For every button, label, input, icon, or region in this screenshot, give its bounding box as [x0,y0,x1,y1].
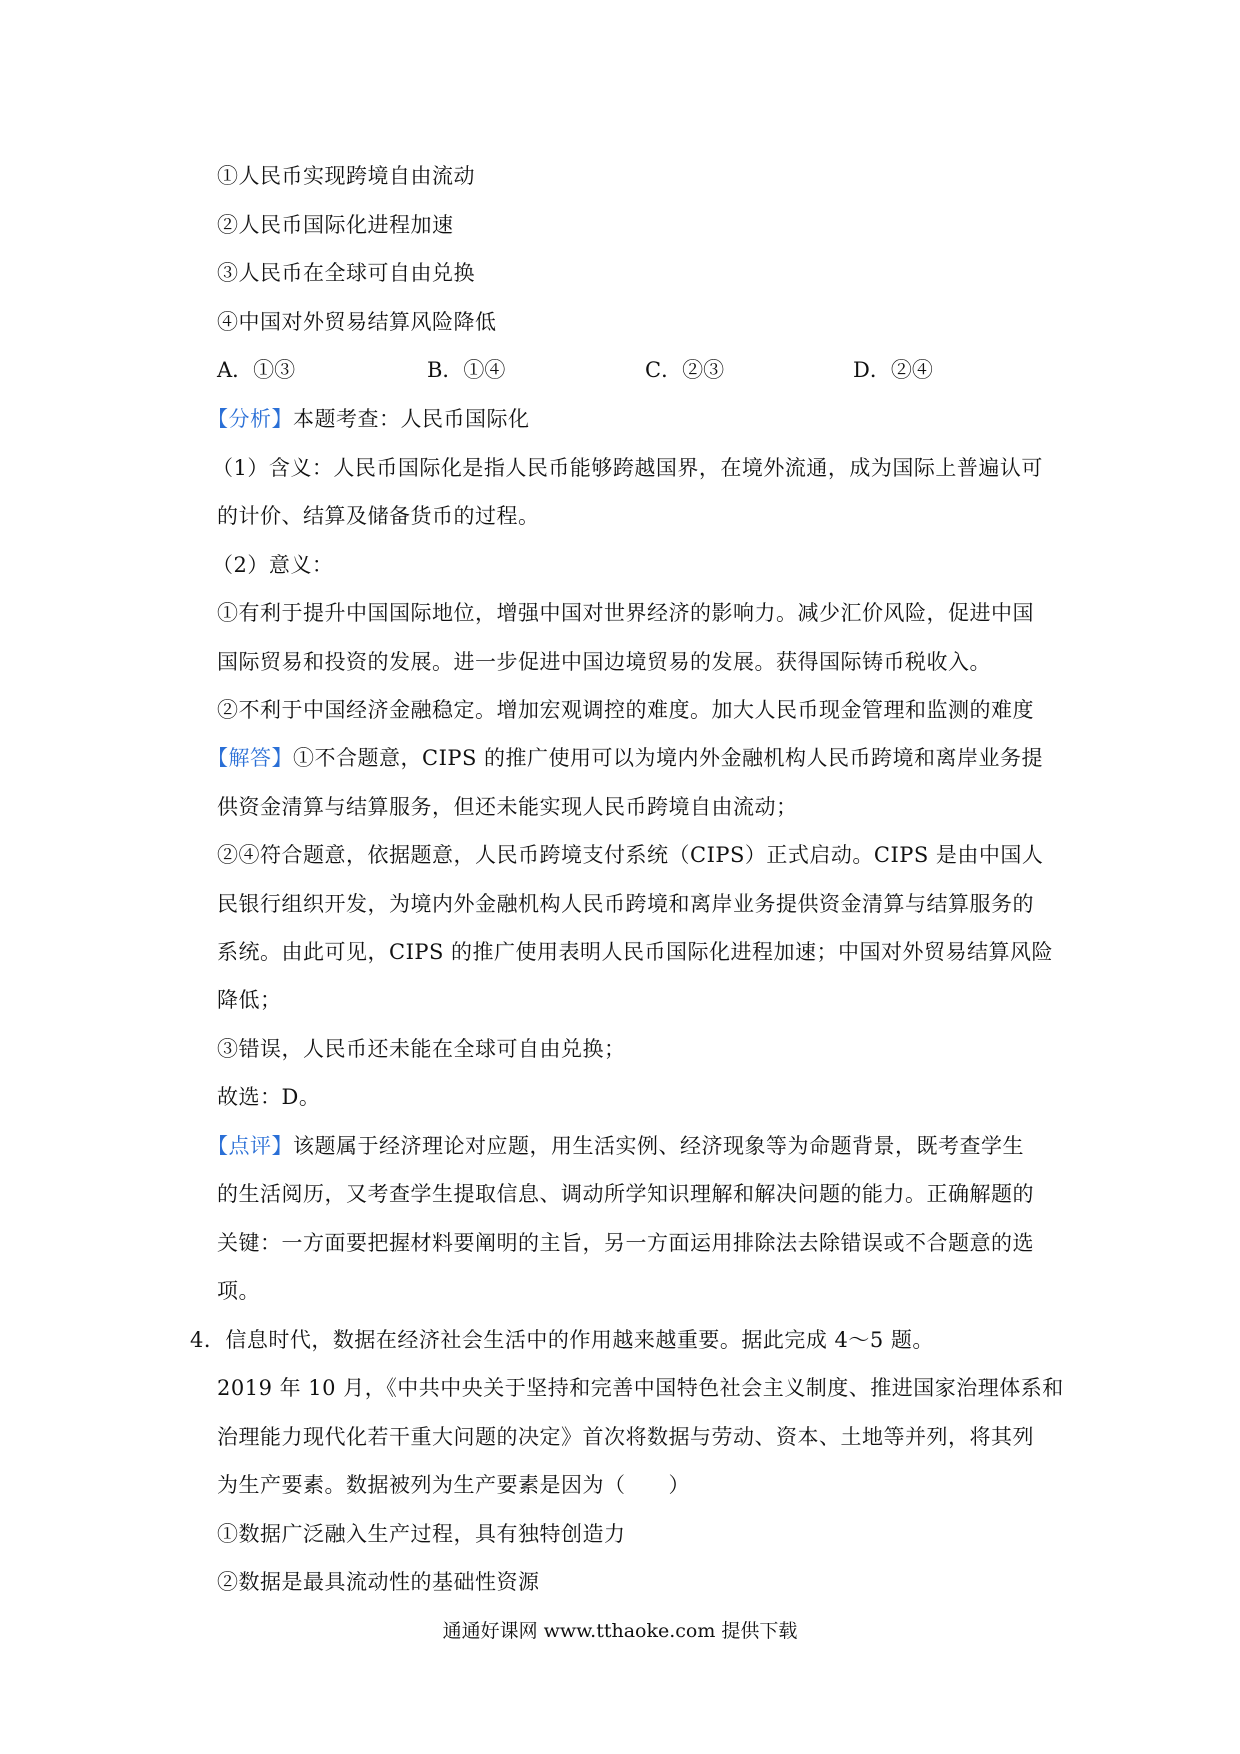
review-line: 项。 [217,1279,260,1303]
answer-first-line: ①不合题意，CIPS 的推广使用可以为境内外金融机构人民币跨境和离岸业务提 [293,746,1044,770]
analysis-line: （1）含义：人民币国际化是指人民币能够跨越国界，在境外流通，成为国际上普遍认可 [212,456,1043,480]
q3-statement-1: ①人民币实现跨境自由流动 [217,164,475,188]
answer-line: 降低； [217,988,282,1012]
review-heading [207,1131,1024,1161]
answer-line: 系统。由此可见，CIPS 的推广使用表明人民币国际化进程加速；中国对外贸易结算风险 [217,940,1054,964]
review-first-line: 该题属于经济理论对应题，用生活实例、经济现象等为命题背景，既考查学生 [293,1134,1024,1158]
answer-heading [207,743,1043,773]
answer-line: 民银行组织开发，为境内外金融机构人民币跨境和离岸业务提供资金清算与结算服务的 [217,892,1034,916]
answer-tag: 【解答】 [207,746,293,770]
answer-line: 供资金清算与结算服务，但还未能实现人民币跨境自由流动； [217,795,798,819]
q3-option-b: B．①④ [427,358,506,382]
q3-option-c: C．②③ [645,358,725,382]
analysis-line: （2）意义： [212,553,334,577]
question-4-line: 为生产要素。数据被列为生产要素是因为（ ） [217,1473,690,1497]
q3-option-a: A．①③ [217,358,296,382]
page-footer: 通通好课网 www.tthaoke.com 提供下载 [442,1620,798,1642]
question-4-statement: ②数据是最具流动性的基础性资源 [217,1570,540,1594]
analysis-heading [207,404,530,434]
review-line: 的生活阅历，又考查学生提取信息、调动所学知识理解和解决问题的能力。正确解题的 [217,1182,1034,1206]
analysis-line: ①有利于提升中国国际地位，增强中国对世界经济的影响力。减少汇价风险，促进中国 [217,601,1034,625]
q3-statement-3: ③人民币在全球可自由兑换 [217,261,475,285]
q3-option-d: D．②④ [853,358,933,382]
question-4-line: 2019 年 10 月，《中共中央关于坚持和完善中国特色社会主义制度、推进国家治理体系和 [217,1376,1064,1400]
analysis-line: ②不利于中国经济金融稳定。增加宏观调控的难度。加大人民币现金管理和监测的难度 [217,698,1034,722]
analysis-line: 的计价、结算及储备货币的过程。 [217,504,540,528]
analysis-line: 国际贸易和投资的发展。进一步促进中国边境贸易的发展。获得国际铸币税收入。 [217,650,991,674]
q3-statement-2: ②人民币国际化进程加速 [217,213,454,237]
question-4-statement: ①数据广泛融入生产过程，具有独特创造力 [217,1522,626,1546]
question-4-line: 治理能力现代化若干重大问题的决定》首次将数据与劳动、资本、土地等并列，将其列 [217,1425,1034,1449]
analysis-tag: 【分析】 [207,407,293,431]
review-line: 关键：一方面要把握材料要阐明的主旨，另一方面运用排除法去除错误或不合题意的选 [217,1231,1034,1255]
answer-line: 故选：D。 [217,1085,321,1109]
analysis-topic: 本题考查：人民币国际化 [293,407,530,431]
answer-line: ③错误，人民币还未能在全球可自由兑换； [217,1037,626,1061]
answer-line: ②④符合题意，依据题意，人民币跨境支付系统（CIPS）正式启动。CIPS 是由中国人 [217,843,1044,867]
question-4-intro: 4．信息时代，数据在经济社会生活中的作用越来越重要。据此完成 4～5 题。 [190,1328,934,1352]
review-tag: 【点评】 [207,1134,293,1158]
q3-statement-4: ④中国对外贸易结算风险降低 [217,310,497,334]
